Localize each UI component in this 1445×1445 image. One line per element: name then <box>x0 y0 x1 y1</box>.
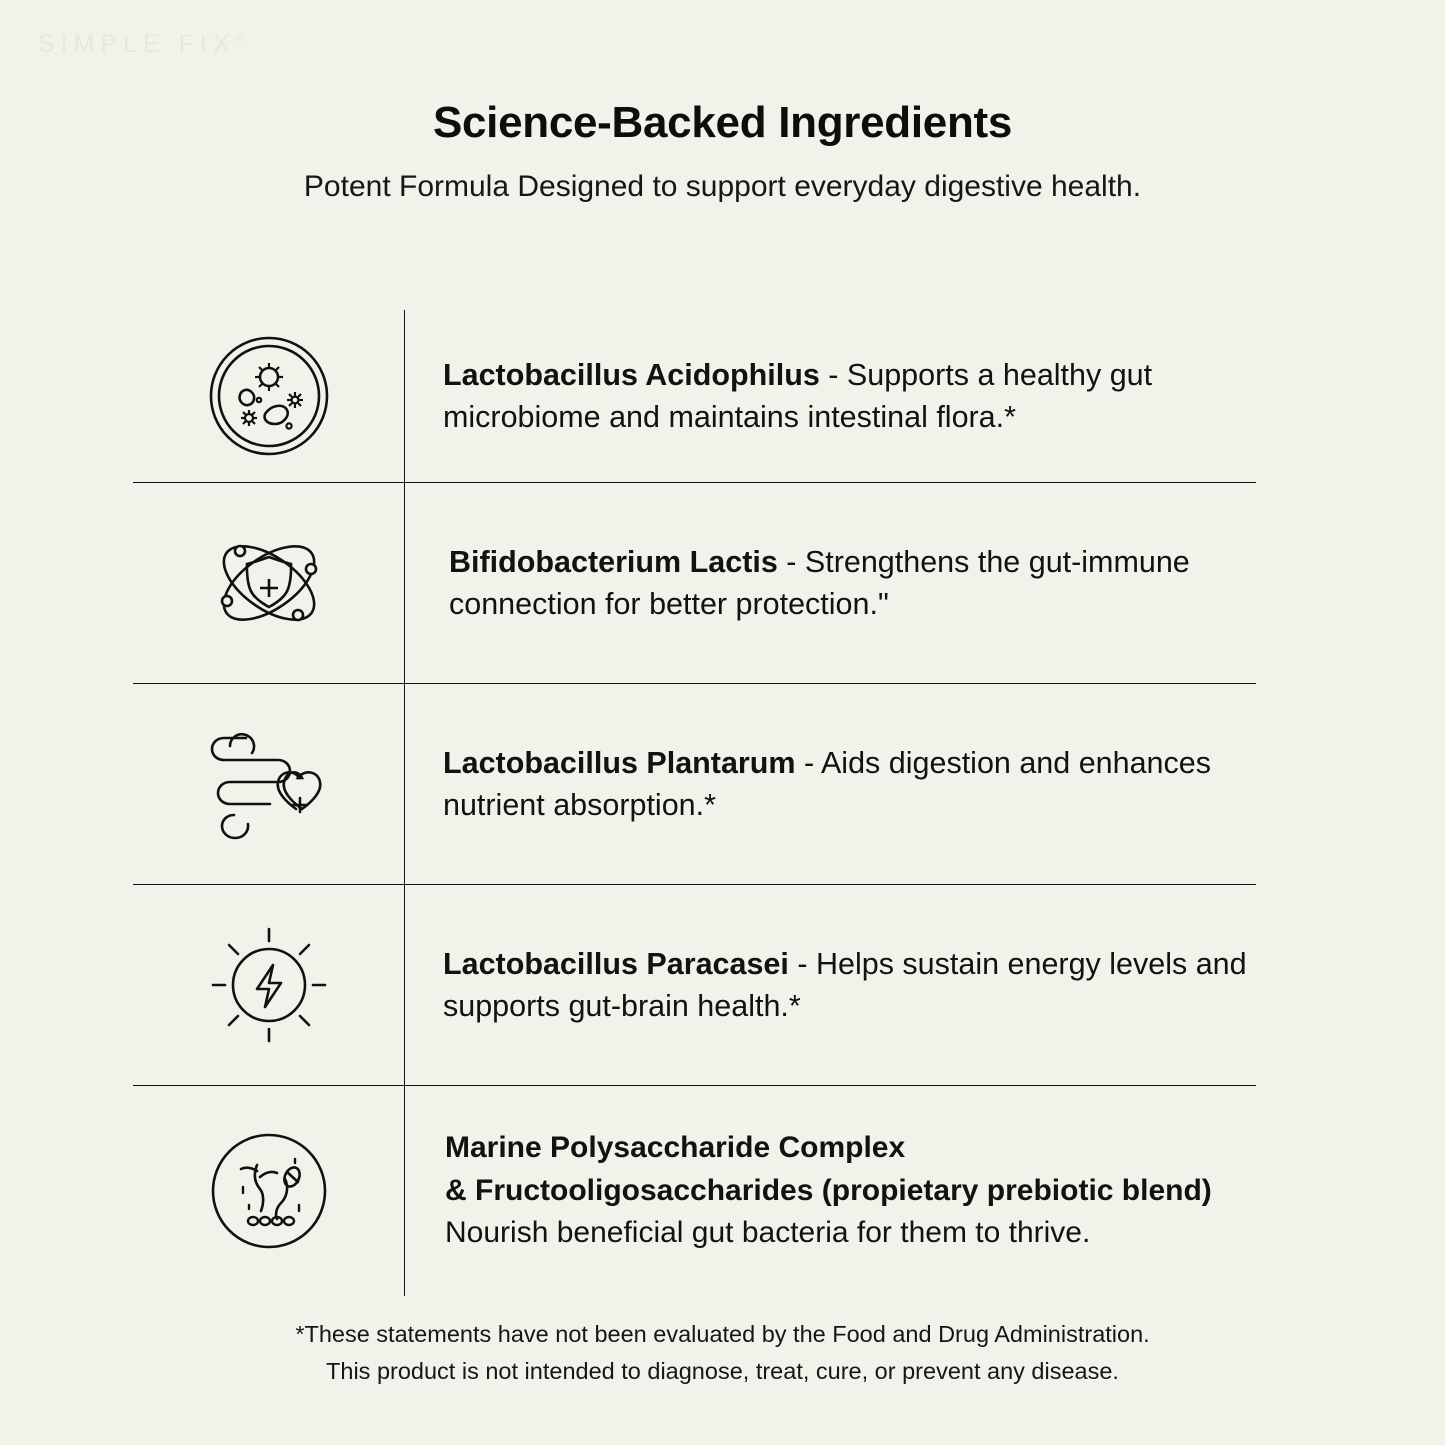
page-subtitle: Potent Formula Designed to support everyday digestive health. <box>303 170 1142 203</box>
list-item <box>133 885 1256 1086</box>
list-item <box>133 310 1256 483</box>
ingredient-text <box>443 742 1256 826</box>
ingredient-text <box>443 354 1256 438</box>
sun-energy-bolt-icon <box>199 915 339 1055</box>
icon-cell <box>133 483 405 683</box>
disclaimer-line-1: *These statements have not been evaluated by the Food and Drug Administration. <box>295 1321 1150 1348</box>
seaweed-prebiotic-icon <box>199 1121 339 1261</box>
ingredient-description: Helps sustain energy levels and supports gut-brain health.* <box>443 946 1247 1023</box>
brand-trademark: ® <box>235 33 244 46</box>
text-cell <box>405 684 1256 884</box>
intestine-heart-icon <box>194 716 344 852</box>
ingredient-separator: - <box>788 946 816 981</box>
ingredient-list <box>133 310 1256 1296</box>
ingredient-text <box>449 541 1256 625</box>
ingredient-name: Lactobacillus Paracasei <box>443 946 789 981</box>
icon-cell <box>133 310 405 482</box>
brand-logo <box>38 30 244 59</box>
ingredient-description: Supports a healthy gut microbiome and maintains intestinal flora.* <box>443 357 1153 434</box>
ingredient-text <box>445 1127 1212 1255</box>
ingredient-name: Lactobacillus Plantarum <box>443 745 796 780</box>
text-cell <box>405 483 1256 683</box>
ingredient-separator: - <box>777 544 805 579</box>
ingredient-name: Lactobacillus Acidophilus <box>443 357 820 392</box>
ingredient-text <box>443 943 1256 1027</box>
ingredient-name-line2: & Fructooligosaccharides (propietary prebiotic blend) <box>445 1173 1212 1207</box>
petri-dish-bacteria-icon <box>203 330 335 462</box>
text-cell <box>405 310 1256 482</box>
text-cell <box>405 1086 1256 1296</box>
disclaimer-line-2: This product is not intended to diagnose, treat, cure, or prevent any disease. <box>326 1357 1119 1384</box>
ingredient-separator: - <box>819 357 847 392</box>
text-cell <box>405 885 1256 1085</box>
ingredient-separator: - <box>795 745 821 780</box>
brand-name: SIMPLE FIX <box>38 30 236 58</box>
page-title: Science-Backed Ingredients <box>432 98 1013 147</box>
disclaimer <box>0 1316 1445 1389</box>
ingredient-description: Strengthens the gut-immune connection for better protection." <box>449 544 1190 621</box>
atom-shield-immune-icon <box>199 517 339 649</box>
icon-cell <box>133 684 405 884</box>
icon-cell <box>133 885 405 1085</box>
ingredient-name: Bifidobacterium Lactis <box>449 544 778 579</box>
icon-cell <box>133 1086 405 1296</box>
ingredient-description: Nourish beneficial gut bacteria for them to thrive. <box>445 1216 1091 1250</box>
ingredient-name-line1: Marine Polysaccharide Complex <box>445 1131 906 1165</box>
list-item <box>133 684 1256 885</box>
list-item <box>133 483 1256 684</box>
list-item <box>133 1086 1256 1296</box>
ingredient-description: Aids digestion and enhances nutrient absorption.* <box>443 745 1211 822</box>
